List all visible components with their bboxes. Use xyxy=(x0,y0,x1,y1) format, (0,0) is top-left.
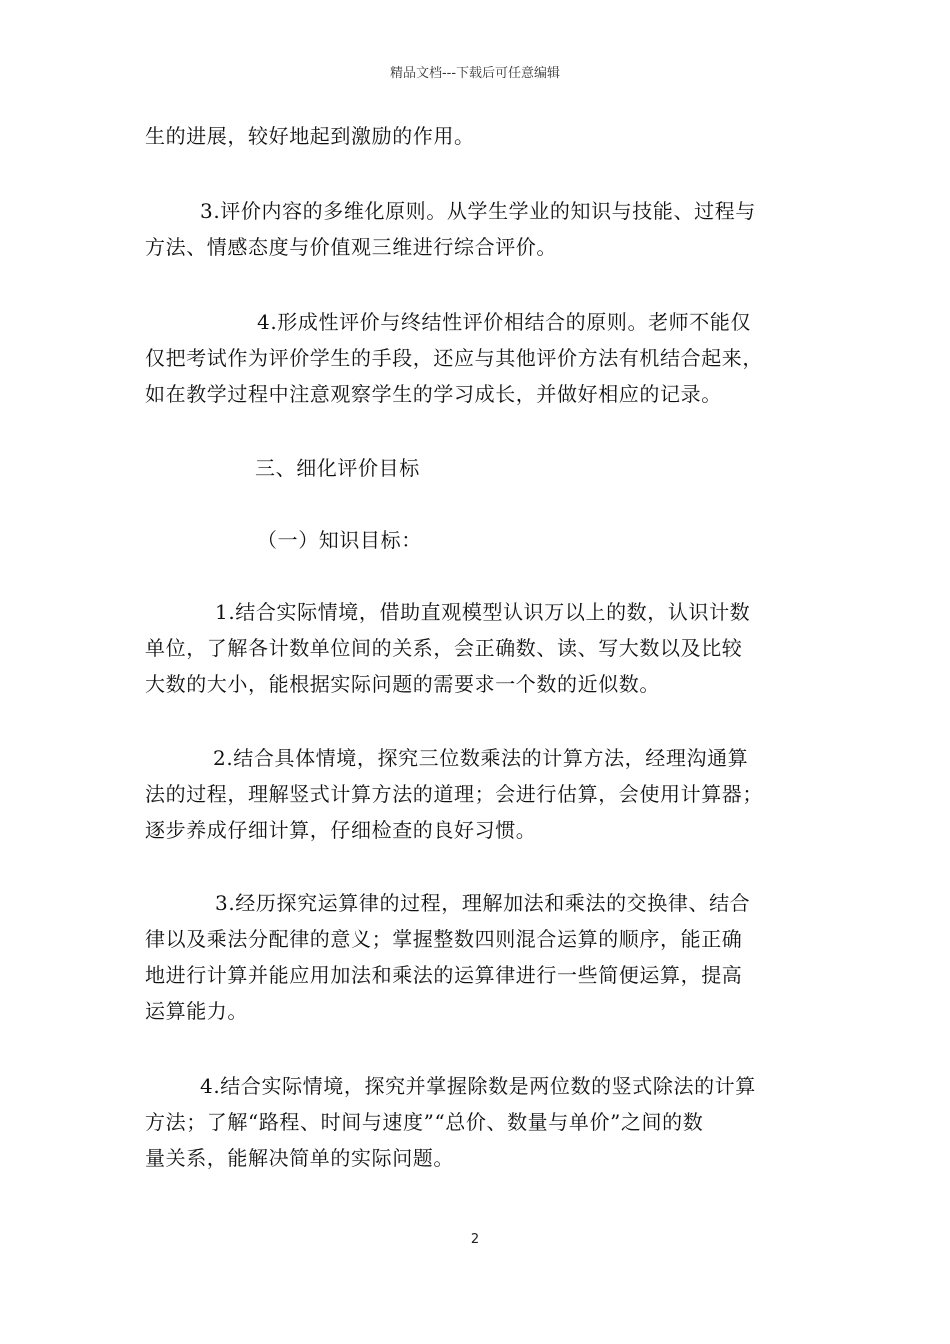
text-line: 3.评价内容的多维化原则。从学生学业的知识与技能、过程与 xyxy=(200,199,756,223)
paragraph-intro-continuation xyxy=(145,118,810,154)
text-line: 单位，了解各计数单位间的关系，会正确数、读、写大数以及比较 xyxy=(145,636,743,660)
page-header: 精品文档---下载后可任意编辑 xyxy=(389,66,561,81)
text-line: 如在教学过程中注意观察学生的学习成长，并做好相应的记录。 xyxy=(145,382,722,406)
paragraph-goal-3 xyxy=(145,885,810,1029)
text-line: 4.形成性评价与终结性评价相结合的原则。老师不能仅 xyxy=(257,310,752,334)
text-line: 大数的大小，能根据实际问题的需要求一个数的近似数。 xyxy=(145,672,660,696)
paragraph-goal-1 xyxy=(145,594,810,702)
text-line: 逐步养成仔细计算，仔细检查的良好习惯。 xyxy=(145,818,537,842)
text-line: （一）知识目标： xyxy=(257,528,422,552)
paragraph-principle-3 xyxy=(145,193,810,265)
text-line: 运算能力。 xyxy=(145,999,248,1023)
text-line: 三、细化评价目标 xyxy=(255,456,420,480)
text-line: 法的过程，理解竖式计算方法的道理；会进行估算，会使用计算器； xyxy=(145,782,763,806)
text-line: 生的进展，较好地起到激励的作用。 xyxy=(145,124,475,148)
subsection-heading xyxy=(145,522,810,558)
text-line: 4.结合实际情境，探究并掌握除数是两位数的竖式除法的计算 xyxy=(200,1074,756,1098)
text-line: 3.经历探究运算律的过程，理解加法和乘法的交换律、结合 xyxy=(215,891,751,915)
paragraph-goal-2 xyxy=(145,740,810,848)
paragraph-principle-4 xyxy=(145,304,810,412)
text-line: 仅把考试作为评价学生的手段，还应与其他评价方法有机结合起来， xyxy=(145,346,763,370)
paragraph-goal-4 xyxy=(145,1068,810,1176)
text-line: 律以及乘法分配律的意义；掌握整数四则混合运算的顺序，能正确 xyxy=(145,927,743,951)
text-line: 2.结合具体情境，探究三位数乘法的计算方法，经理沟通算 xyxy=(213,746,749,770)
page-number: 2 xyxy=(470,1232,480,1247)
text-line: 量关系，能解决简单的实际问题。 xyxy=(145,1146,454,1170)
text-line: 方法、情感态度与价值观三维进行综合评价。 xyxy=(145,235,557,259)
text-line: 地进行计算并能应用加法和乘法的运算律进行一些简便运算，提高 xyxy=(145,963,743,987)
section-heading xyxy=(145,450,810,486)
text-line: 1.结合实际情境，借助直观模型认识万以上的数，认识计数 xyxy=(215,600,751,624)
text-line: 方法；了解“路程、时间与速度”“总价、数量与单价”之间的数 xyxy=(145,1110,704,1134)
